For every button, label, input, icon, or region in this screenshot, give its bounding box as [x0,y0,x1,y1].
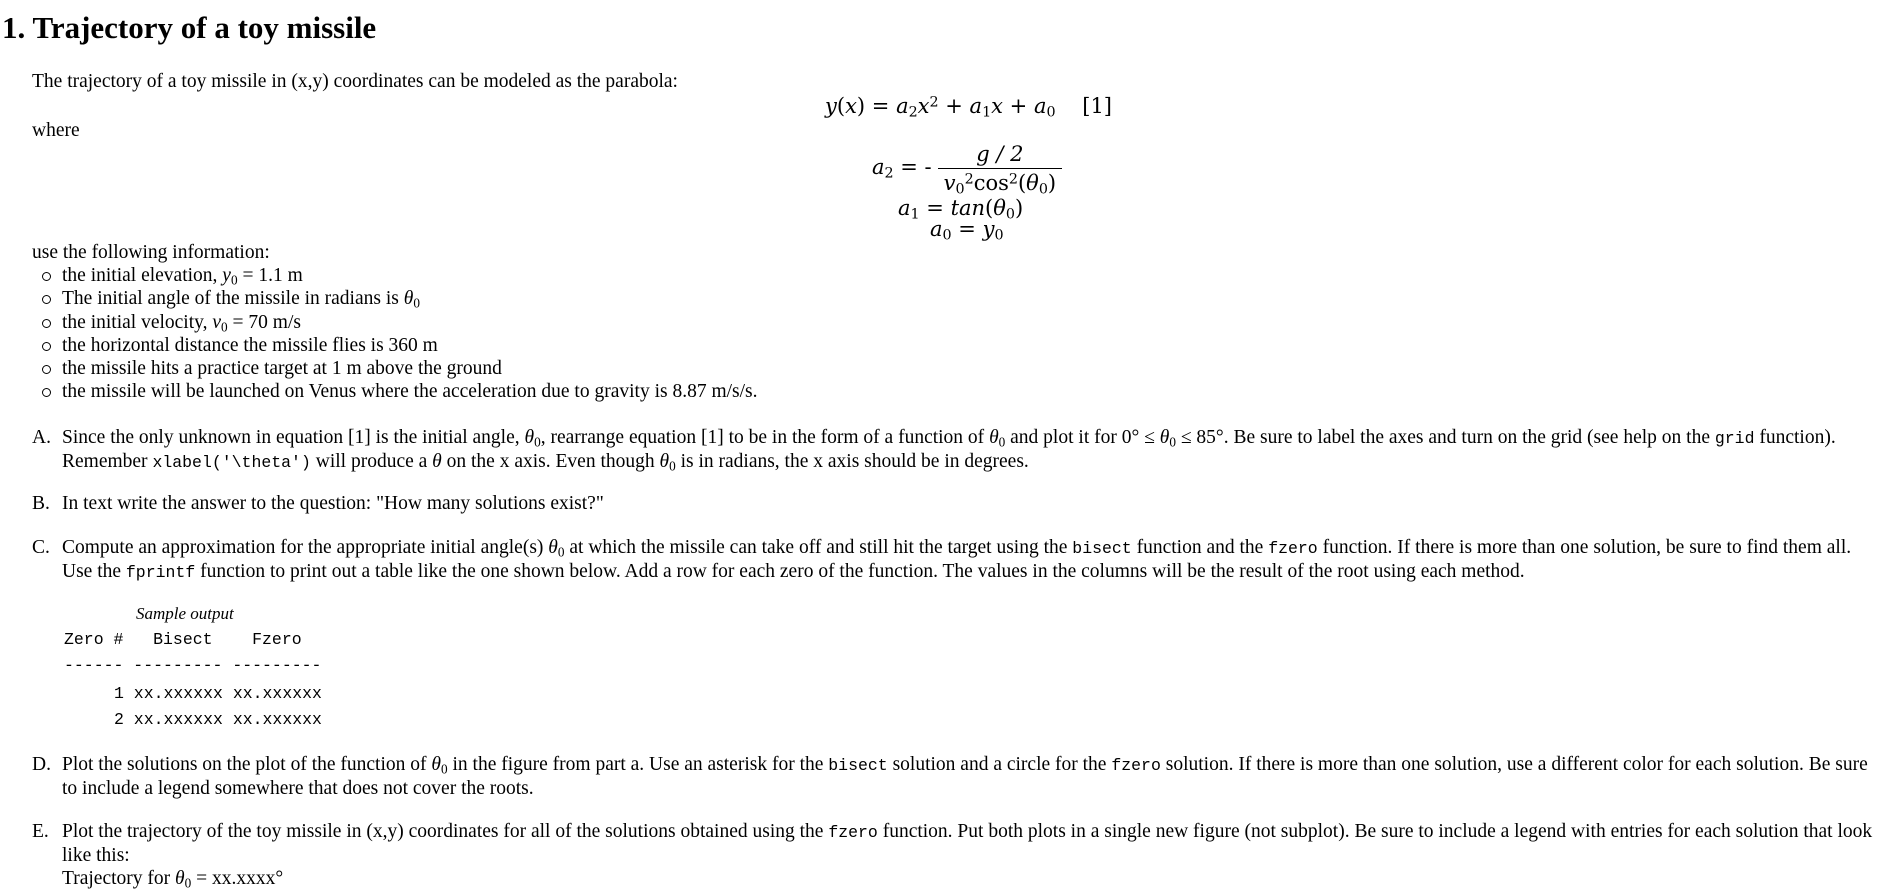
list-item: the missile hits a practice target at 1 m above the ground [40,357,758,380]
fprintf-code: fprintf [125,563,196,582]
a2-equation: $a_2$ = - $\frac{g / 2}{v_0^2\cos^2(\theta_0)}$ [872,142,1062,195]
a1-equation: $a_1 = \tan(\theta_0)$ [898,196,1024,223]
part-a-label: A. [32,427,51,448]
sample-output-row: 2 xx.xxxxxx xx.xxxxxx [114,710,322,729]
part-e-label: E. [32,821,49,842]
part-e [32,820,1882,890]
part-a-text: Since the only unknown in equation [1] is the initial angle, $\theta_0$, rearrange equation [1] to be in the form of a function of $\theta_0$ and plot it for $0^\circ \le \theta_0 \le 85^\circ$. Be sure to label the axes and turn on the grid (see help on the grid function). Remember xlabel('\theta') will produce a θ on the x axis. Even though $\theta_0$ is in radians, the x axis should be in degrees. [62,427,1836,474]
part-b-label: B. [32,493,50,514]
part-d-label: D. [32,754,51,775]
a2-fraction: $\frac{g / 2}{v_0^2\cos^2(\theta_0)}$ [938,142,1062,195]
part-b-text: In text write the answer to the question: "How many solutions exist?" [62,493,604,514]
part-a [32,426,1882,474]
fzero-code: fzero [828,823,878,842]
list-item: The initial angle of the missile in radians is $\theta_0$ [40,287,758,310]
equation-reference: [1] [1082,94,1112,118]
info-list [40,264,758,404]
a0-equation: $a_0 = y_0$ [930,217,1004,244]
bisect-code: bisect [828,756,888,775]
page-title: 1. Trajectory of a toy missile [2,10,377,45]
part-c-text: Compute an approximation for the appropriate initial angle(s) $\theta_0$ at which the missile can take off and still hit the target using the bisect function and the fzero function. If there is more than one solution, be sure to find them all. Use the fprintf function to print out a table like the one shown below. Add a row for each zero of the function. The values in the columns will be the result of the root using each method. [62,537,1852,582]
xlabel-code: xlabel('\theta') [152,453,311,472]
list-item: the missile will be launched on Venus where the acceleration due to gravity is 8.87 m/s/s. [40,380,758,403]
a2-numerator: g / 2 [938,142,1062,169]
part-d [32,753,1882,800]
list-item: the initial velocity, $v_0 = 70$ m/s [40,311,758,334]
bisect-code: bisect [1072,539,1132,558]
use-info-text: use the following information: [32,242,270,263]
where-text: where [32,120,80,141]
sample-output-divider: ------ --------- --------- [64,656,322,675]
part-e-text: Plot the trajectory of the toy missile in (x,y) coordinates for all of the solutions obtained using the fzero function. Put both plots in a single new figure (not subplot). Be sure to include a legend with entries for each solution that look like this: Trajectory for $\theta_0$ = xx.xxxx° [62,821,1873,890]
list-item: the horizontal distance the missile flies is 360 m [40,334,758,357]
grid-code: grid [1714,429,1755,448]
sample-output-header: Zero # Bisect Fzero [64,630,302,649]
part-c [32,536,1882,584]
legend-example: Trajectory for $\theta_0$ = xx.xxxx° [62,868,284,890]
part-d-text: Plot the solutions on the plot of the function of $\theta_0$ in the figure from part a. Use an asterisk for the bisect solution and a circle for the fzero solution. If there is more than one solution, use a different color for each solution. Be sure to include a legend somewhere that does not cover the roots. [62,754,1868,799]
intro-text: The trajectory of a toy missile in (x,y) coordinates can be modeled as the parabola: [32,71,678,92]
trajectory-equation: $y(x) = a_2x^2 + a_1x + a_0$ [1] [825,94,1112,121]
part-c-label: C. [32,537,50,558]
fzero-code: fzero [1268,539,1318,558]
part-b [32,492,1882,515]
fzero-code: fzero [1111,756,1161,775]
list-item: the initial elevation, $y_0 = 1.1$ m [40,264,758,287]
sample-output-caption: Sample output [136,604,234,623]
sample-output-row: 1 xx.xxxxxx xx.xxxxxx [114,684,322,703]
